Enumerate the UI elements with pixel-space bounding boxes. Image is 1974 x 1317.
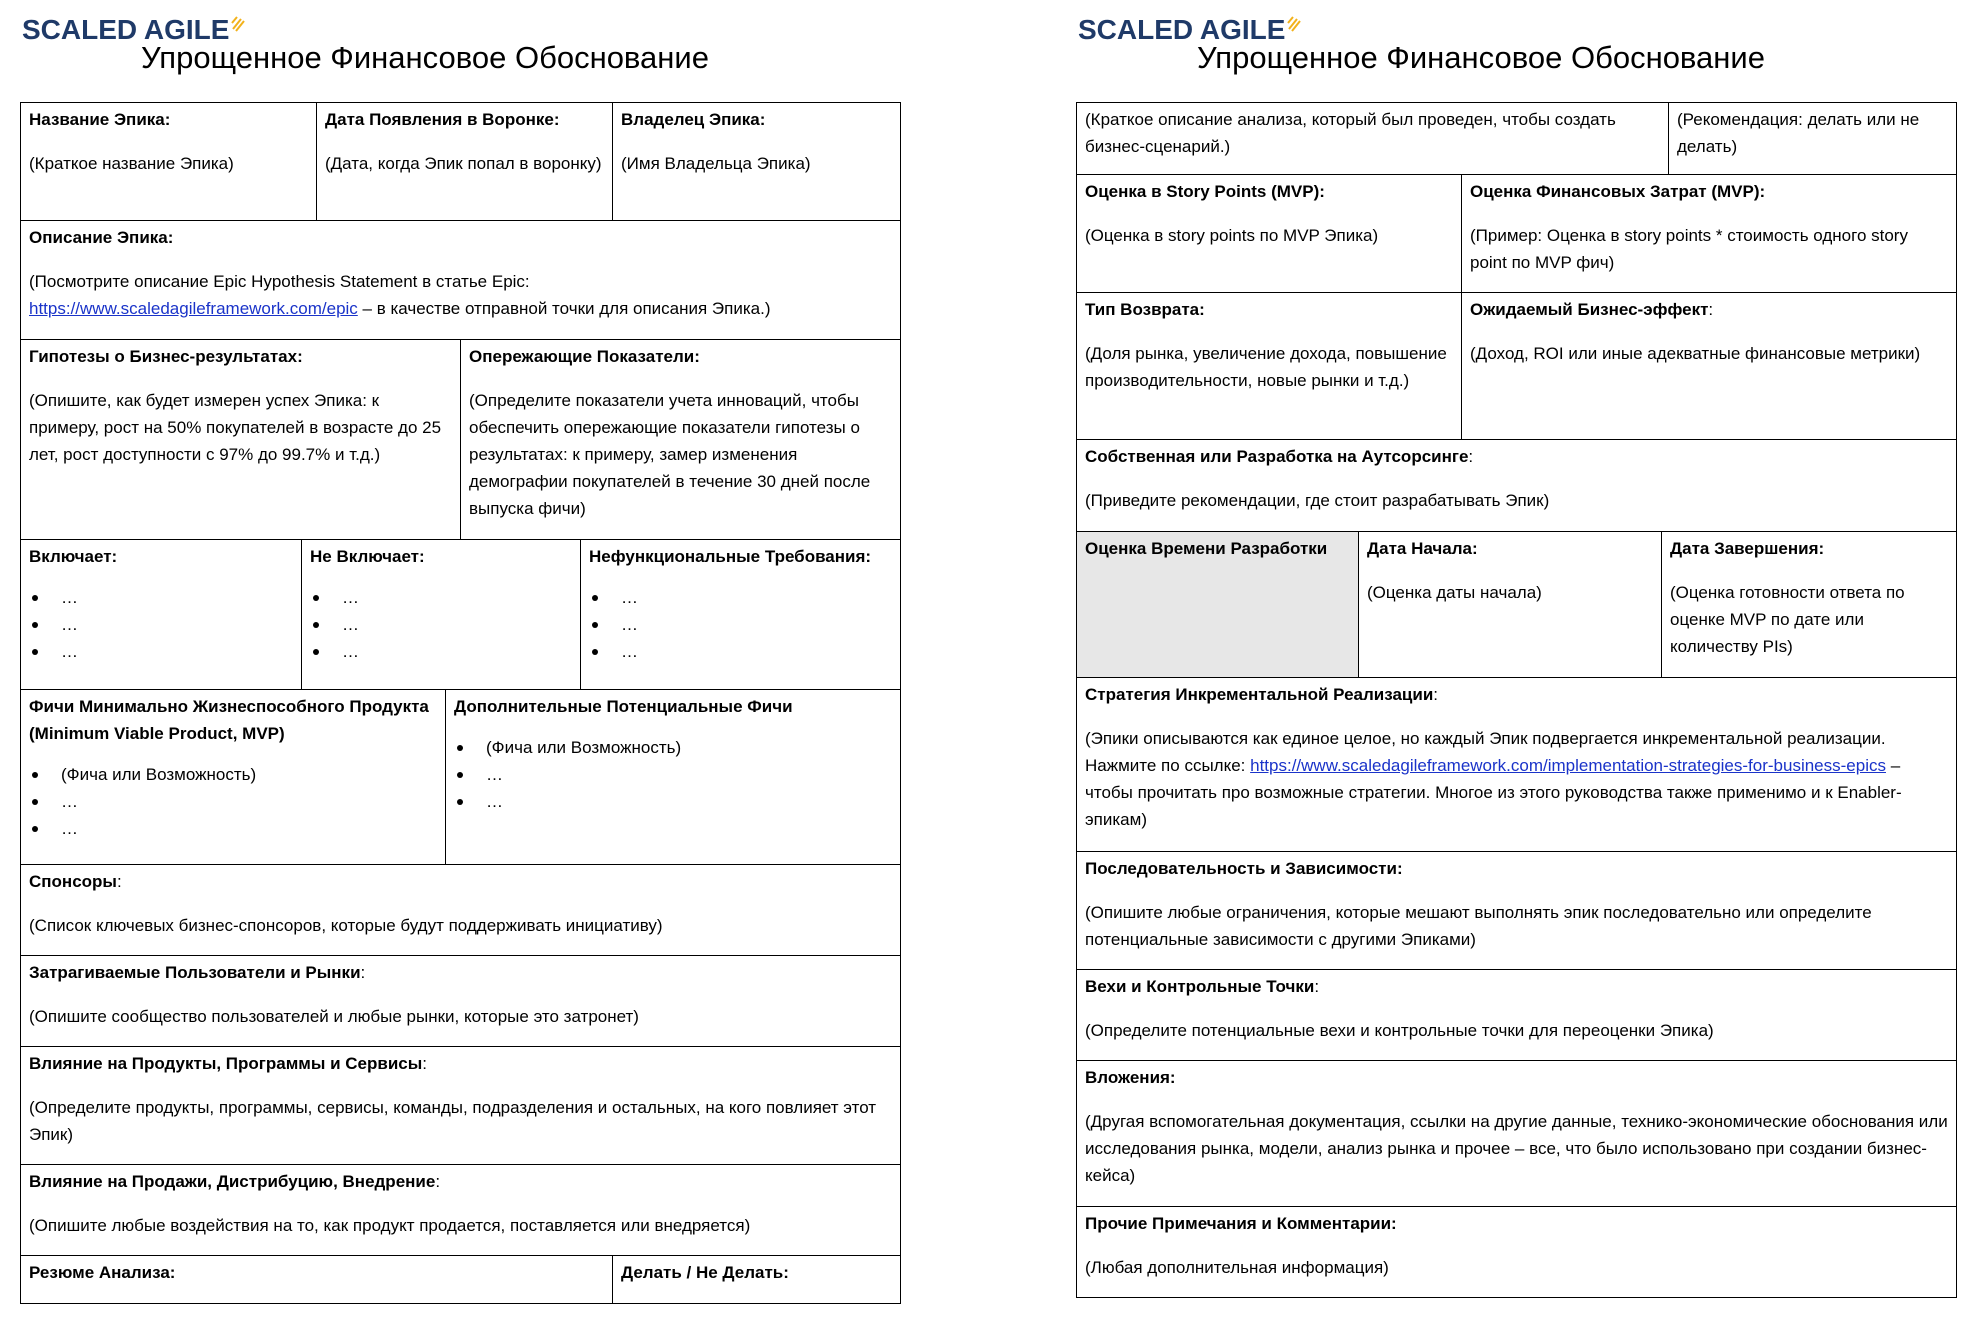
field-label [1470, 296, 1948, 323]
field-label [29, 868, 892, 895]
logo-text: SCALED AGILE [22, 14, 230, 45]
nfr-cell[interactable] [581, 540, 901, 690]
field-label: Владелец Эпика: [621, 110, 766, 129]
field-value: (Список ключевых бизнес-спонсоров, которые будут поддерживать инициативу) [29, 916, 663, 935]
list-item: … [29, 611, 293, 638]
form-row [21, 221, 901, 340]
sales-impact-cell[interactable] [21, 1165, 901, 1256]
field-value: (Рекомендация: делать или не делать) [1677, 110, 1920, 156]
list-item: … [310, 638, 572, 665]
label-text: Влияние на Продукты, Программы и Сервисы [29, 1054, 423, 1073]
in-house-cell[interactable] [1077, 440, 1957, 532]
strategy-text: (Эпики описываются как единое целое, но каждый Эпик подвергается инкрементальной реализации. Нажмите по ссылке: [1085, 729, 1886, 775]
label-text: Собственная или Разработка на Аутсорсинге [1085, 447, 1469, 466]
users-markets-cell[interactable] [21, 956, 901, 1047]
label-suffix: : [1708, 300, 1714, 319]
epic-form-left [20, 102, 901, 1304]
form-row [1077, 1207, 1957, 1298]
logo-mark-icon [1287, 14, 1301, 32]
field-value: (Оценка даты начала) [1367, 583, 1542, 602]
funnel-date-cell[interactable] [317, 103, 613, 221]
expected-effect-cell[interactable] [1462, 293, 1957, 440]
analysis-summary-cell[interactable] [21, 1256, 613, 1304]
incremental-strategy-cell[interactable] [1077, 678, 1957, 852]
end-date-cell[interactable] [1662, 532, 1957, 678]
field-label: Оценка в Story Points (MVP): [1085, 182, 1325, 201]
field-value: (Оценка в story points по MVP Эпика) [1085, 226, 1379, 245]
notes-cell[interactable] [1077, 1207, 1957, 1298]
field-value: (Краткое описание анализа, который был проведен, чтобы создать бизнес-сценарий.) [1085, 110, 1616, 156]
field-label: Опережающие Показатели: [469, 347, 700, 366]
sequencing-cell[interactable] [1077, 852, 1957, 970]
field-value [1085, 725, 1948, 833]
list-item: (Фича или Возможность) [454, 734, 892, 761]
bullet-list [589, 584, 892, 665]
field-label: Дата Начала: [1367, 539, 1478, 558]
list-item: … [589, 584, 892, 611]
list-item: … [589, 611, 892, 638]
field-value: (Оценка готовности ответа по оценке MVP по дате или количеству PIs) [1670, 583, 1905, 656]
field-label [1085, 443, 1948, 470]
field-value: (Опишите любые воздействия на то, как продукт продается, поставляется или внедряется) [29, 1216, 751, 1235]
field-value: (Приведите рекомендации, где стоит разрабатывать Эпик) [1085, 491, 1550, 510]
milestones-cell[interactable] [1077, 970, 1957, 1061]
field-value [29, 268, 892, 322]
field-label [29, 1168, 892, 1195]
field-label: Включает: [29, 547, 118, 566]
attachments-cell[interactable] [1077, 1061, 1957, 1207]
list-item: … [29, 788, 437, 815]
label-text: Спонсоры [29, 872, 117, 891]
additional-features-cell[interactable] [446, 690, 901, 865]
field-value: (Доход, ROI или иные адекватные финансовые метрики) [1470, 344, 1921, 363]
analysis-summary-body-cell[interactable] [1077, 103, 1669, 175]
field-value: (Определите показатели учета инноваций, чтобы обеспечить опережающие показатели гипотезы о результатах: к примеру, замер изменения демографии покупателей в течение 30 дней после выпуска фичи) [469, 391, 871, 518]
list-item: … [454, 761, 892, 788]
bullet-list [29, 761, 437, 842]
label-text: Стратегия Инкрементальной Реализации [1085, 685, 1434, 704]
strategy-text: – чтобы прочитать про возможные стратегии. Многое из этого руководства также применимо и к Enabler-эпикам) [1085, 756, 1902, 829]
description-text: (Посмотрите описание Epic Hypothesis Statement в статье Epic: [29, 272, 530, 291]
return-type-cell[interactable] [1077, 293, 1462, 440]
form-row [1077, 175, 1957, 293]
form-row [1077, 1061, 1957, 1207]
field-label: Оценка Финансовых Затрат (MVP): [1470, 182, 1766, 201]
field-label [1085, 973, 1948, 1000]
form-row [21, 340, 901, 540]
business-hypothesis-cell[interactable] [21, 340, 461, 540]
form-row [21, 690, 901, 865]
form-row [1077, 293, 1957, 440]
label-suffix: : [116, 872, 122, 891]
label-suffix: : [1468, 447, 1474, 466]
label-text: Вехи и Контрольные Точки [1085, 977, 1315, 996]
field-label: Название Эпика: [29, 110, 171, 129]
label-suffix: : [1314, 977, 1320, 996]
field-value: (Другая вспомогательная документация, ссылки на другие данные, технико-экономические обоснования или исследования рынка, модели, анализ рынка и прочее – все, что было использовано при создании бизнес-кейса) [1085, 1112, 1948, 1185]
mvp-features-cell[interactable] [21, 690, 446, 865]
field-value: (Пример: Оценка в story points * стоимость одного story point по MVP фич) [1470, 226, 1908, 272]
field-label: Делать / Не Делать: [621, 1263, 789, 1282]
bullet-list [29, 584, 293, 665]
form-row [21, 1047, 901, 1165]
list-item: … [29, 584, 293, 611]
products-impact-cell[interactable] [21, 1047, 901, 1165]
label-suffix: : [435, 1172, 441, 1191]
dev-time-cell[interactable] [1077, 532, 1359, 678]
bullet-list [310, 584, 572, 665]
form-row [21, 1256, 901, 1304]
form-row [21, 1165, 901, 1256]
field-value: (Доля рынка, увеличение дохода, повышение производительности, новые рынки и т.д.) [1085, 344, 1447, 390]
document-title: Упрощенное Финансовое Обоснование [1197, 40, 1765, 75]
recommendation-cell[interactable] [1669, 103, 1957, 175]
list-item: … [29, 638, 293, 665]
form-row [21, 540, 901, 690]
form-row [21, 865, 901, 956]
cost-estimate-cell[interactable] [1462, 175, 1957, 293]
list-item: … [29, 815, 437, 842]
epic-form-right [1076, 102, 1957, 1298]
form-row [1077, 532, 1957, 678]
epic-link[interactable]: https://www.scaledagileframework.com/epic [29, 299, 358, 318]
story-points-cell[interactable] [1077, 175, 1462, 293]
sponsors-cell[interactable] [21, 865, 901, 956]
list-item: … [310, 611, 572, 638]
field-value: (Имя Владельца Эпика) [621, 154, 811, 173]
epic-owner-cell[interactable] [613, 103, 901, 221]
field-label: Дата Появления в Воронке: [325, 110, 560, 129]
strategies-link[interactable]: https://www.scaledagileframework.com/implementation-strategies-for-business-epics [1250, 756, 1886, 775]
logo-mark-icon [231, 14, 245, 32]
list-item: … [454, 788, 892, 815]
field-value: (Опишите, как будет измерен успех Эпика: к примеру, рост на 50% покупателей в возрасте до 25 лет, рост доступности с 97% до 99.7% и т.д.) [29, 391, 442, 464]
list-item: (Фича или Возможность) [29, 761, 437, 788]
label-suffix: : [1433, 685, 1439, 704]
go-nogo-cell[interactable] [613, 1256, 901, 1304]
field-label [1085, 681, 1948, 708]
field-label: Тип Возврата: [1085, 300, 1205, 319]
field-label: Прочие Примечания и Комментарии: [1085, 1214, 1397, 1233]
form-row [21, 956, 901, 1047]
epic-description-cell[interactable] [21, 221, 901, 340]
field-label [29, 959, 892, 986]
field-label: Вложения: [1085, 1068, 1176, 1087]
form-row [21, 103, 901, 221]
form-row [1077, 970, 1957, 1061]
field-value: (Опишите любые ограничения, которые мешают выполнять эпик последовательно или определите потенциальные зависимости с другими Эпиками) [1085, 903, 1872, 949]
field-label [29, 1050, 892, 1077]
excludes-cell[interactable] [302, 540, 581, 690]
label-suffix: : [422, 1054, 428, 1073]
field-label: Оценка Времени Разработки [1085, 539, 1328, 558]
label-text: Ожидаемый Бизнес-эффект [1470, 300, 1709, 319]
epic-name-cell[interactable] [21, 103, 317, 221]
label-text: Затрагиваемые Пользователи и Рынки [29, 963, 361, 982]
field-label: Резюме Анализа: [29, 1263, 176, 1282]
field-value: (Краткое название Эпика) [29, 154, 234, 173]
field-label: Нефункциональные Требования: [589, 547, 872, 566]
form-row [1077, 678, 1957, 852]
field-value: (Опишите сообщество пользователей и любые рынки, которые это затронет) [29, 1007, 639, 1026]
bullet-list [454, 734, 892, 815]
label-suffix: : [360, 963, 366, 982]
document-title: Упрощенное Финансовое Обоснование [141, 40, 709, 75]
field-value: (Определите продукты, программы, сервисы, команды, подразделения и остальных, на кого повлияет этот Эпик) [29, 1098, 877, 1144]
leading-indicators-cell[interactable] [461, 340, 901, 540]
start-date-cell[interactable] [1359, 532, 1662, 678]
form-row [1077, 852, 1957, 970]
field-value: (Дата, когда Эпик попал в воронку) [325, 154, 602, 173]
includes-cell[interactable] [21, 540, 302, 690]
field-value: (Любая дополнительная информация) [1085, 1258, 1389, 1277]
label-text: Влияние на Продажи, Дистрибуцию, Внедрение [29, 1172, 436, 1191]
field-label: Фичи Минимально Жизнеспособного Продукта (Minimum Viable Product, MVP) [29, 697, 429, 743]
list-item: … [310, 584, 572, 611]
field-label: Последовательность и Зависимости: [1085, 859, 1403, 878]
field-value: (Определите потенциальные вехи и контрольные точки для переоценки Эпика) [1085, 1021, 1714, 1040]
description-text: – в качестве отправной точки для описания Эпика.) [357, 299, 771, 318]
field-label: Не Включает: [310, 547, 425, 566]
form-row [1077, 440, 1957, 532]
form-row [1077, 103, 1957, 175]
field-label: Дата Завершения: [1670, 539, 1825, 558]
list-item: … [589, 638, 892, 665]
field-label: Гипотезы о Бизнес-результатах: [29, 347, 303, 366]
field-label: Описание Эпика: [29, 228, 174, 247]
field-label: Дополнительные Потенциальные Фичи [454, 697, 793, 716]
logo-text: SCALED AGILE [1078, 14, 1286, 45]
